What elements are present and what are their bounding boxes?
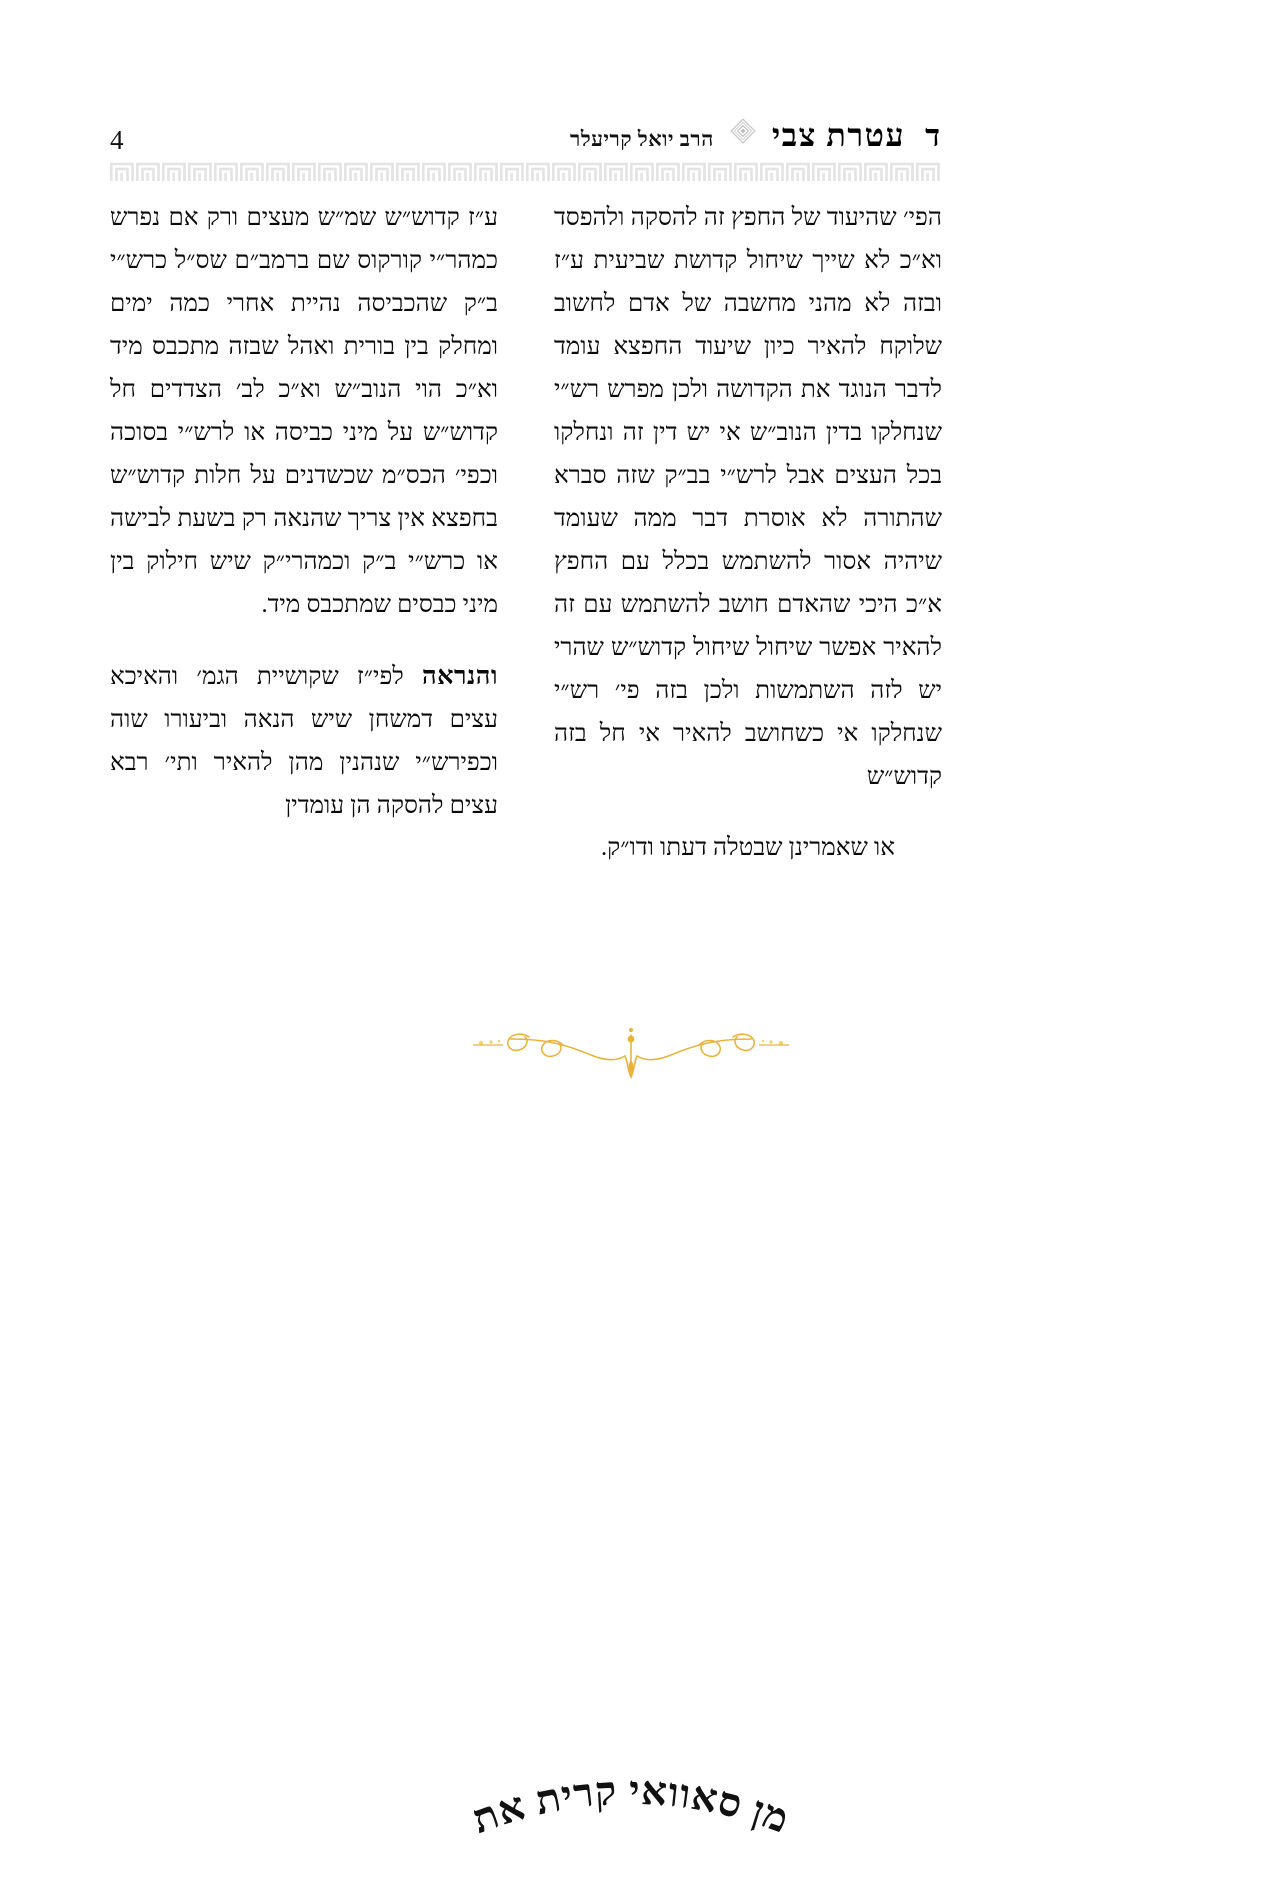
paragraph-text: ע״ז קדוש״ש שמ״ש מעצים ורק אם נפרש כמהר״י קורקוס שם ברמב״ם שס״ל כרש״י ב״ק שהכביסה נהיית אחרי כמה ימים ומחלק בין בורית ואהל שבזה מתכבס מיד וא״כ הוי הנוב״ש וא״כ לב׳ הצדדים חל קדוש״ש על מיני כביסה או לרש״י בסוכה וכפי׳ הכס״מ שכשדנים על חלות קדוש״ש בחפצא אין צריך שהנאה רק בשעת לבישה או כרש״י ב״ק וכמהרי״ק שיש חילוק בין מיני כבסים שמתכבס מיד. [110,204,498,618]
column-right [110,196,498,869]
running-head-group [570,117,940,154]
paragraph [554,196,942,798]
paragraph-lead: והנראה [421,661,498,690]
volume-letter: ד [925,118,940,153]
running-header [110,108,940,154]
paragraph-text: הפי׳ שהיעוד של החפץ זה להסקה ולהפסד וא״כ לא שייך שיחול קדושת שביעית ע״ז ובזה לא מהני מחשבה של אדם לחשוב שלוקח להאיר כיון שיעוד החפצא עומד לדבר הנוגד את הקדושה ולכן מפרש רש״י שנחלקו בדין הנוב״ש אי יש דין זה ונחלקו בכל העצים אבל לרש״י בב״ק שזה סברא שהתורה לא אוסרת דבר ממה שעומד שיהיה אסור להשתמש בכלל עם החפץ א״כ היכי שהאדם חושב להשתמש עם זה להאיר אפשר שיחול שיחול קדוש״ש שהרי יש לזה השתמשות ולכן בזה פי׳ רש״י שנחלקו אי כשחושב להאיר אי חל בזה קדוש״ש [554,204,942,790]
author-name: הרב יואל קריעלר [570,127,714,151]
text-body [110,196,942,869]
greek-key-border [110,160,942,182]
page-number: 4 [110,125,124,155]
footer-text-path: מן סאוואי קרית את [466,1767,796,1842]
paragraph [554,826,942,869]
paragraph-text: לפי״ז שקושיית הגמ׳ והאיכא עצים דמשחן שיש הנאה וביעורו שוה וכפירש״י שנהנין מהן להאיר ותי׳ רבא עצים להסקה הן עומדין [110,663,498,819]
diamond-icon [730,118,756,144]
book-title: עטרת צבי [771,117,906,153]
column-left [554,196,942,869]
paragraph [110,654,498,827]
paragraph [110,196,498,626]
gold-flourish-divider [451,1015,811,1087]
arched-footer-script [0,1740,1262,1860]
paragraph-text: או שאמרינן שבטלה דעתו ודו״ק. [601,834,895,861]
